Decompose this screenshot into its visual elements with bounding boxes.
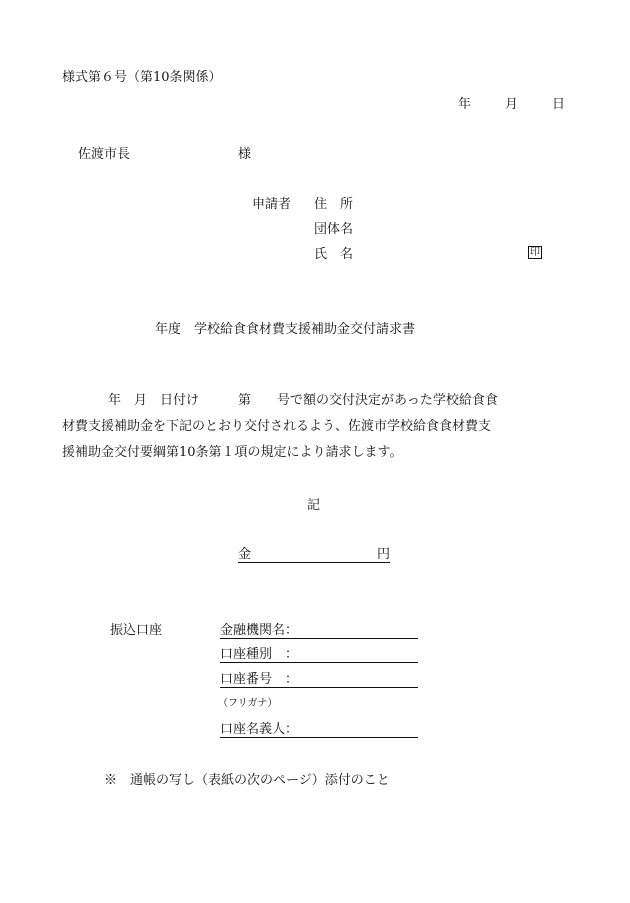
amount-suffix: 円 [376, 547, 390, 562]
body-line-1: 年 月 日付け 第 号で額の交付決定があった学校給食食 [108, 393, 498, 408]
account-number-field: 口座番号 ： [220, 668, 418, 688]
furigana-label: （フリガナ） [218, 698, 278, 709]
amount-prefix: 金 [238, 547, 252, 562]
date-month: 月 [505, 97, 519, 112]
form-number: 様式第６号（第10条関係） [62, 70, 222, 85]
organization-label: 団体名 [314, 222, 354, 237]
applicant-label: 申請者 [252, 197, 292, 212]
amount-line [238, 543, 390, 563]
date-day: 日 [552, 97, 566, 112]
seal-mark: 印 [530, 247, 540, 258]
attachment-note: ※ 通帳の写し（表紙の次のページ）添付のこと [104, 773, 390, 788]
name-label: 氏 名 [314, 247, 354, 262]
body-line-2: 材費支援補助金を下記のとおり交付されるよう、佐渡市学校給食食材費支 [62, 419, 492, 434]
date-line [458, 93, 565, 112]
account-type-field: 口座種別 ： [220, 643, 418, 663]
mayor-title: 佐渡市長 [78, 147, 131, 162]
honorific: 様 [238, 147, 252, 162]
request-body [62, 388, 568, 466]
bank-heading: 振込口座 [110, 623, 163, 638]
body-line-3: 援補助金交付要綱第10条第１項の規定により請求します。 [62, 445, 403, 460]
addressee [78, 143, 251, 162]
account-holder-field: 口座名義人： [220, 718, 418, 738]
document-title: 年度 学校給食食材費支援補助金交付請求書 [155, 322, 416, 337]
address-label: 住 所 [314, 197, 354, 212]
bank-institution-field: 金融機関名： [220, 619, 418, 639]
date-year: 年 [458, 97, 472, 112]
ki-heading: 記 [307, 498, 321, 513]
